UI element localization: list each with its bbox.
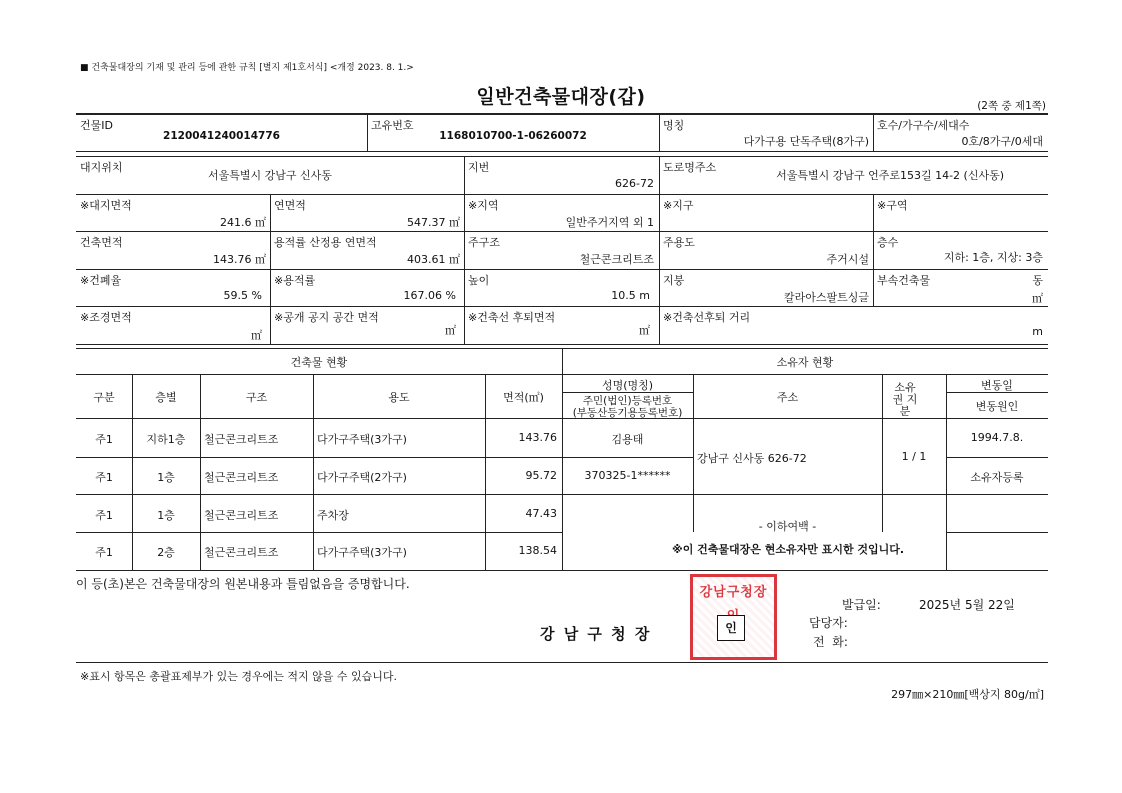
- official-seal: [690, 574, 777, 660]
- col-change-date: 변동일: [981, 379, 1013, 392]
- roof-label: 지붕: [663, 274, 685, 287]
- owner-reg-number: 370325-1******: [584, 469, 671, 482]
- regulation-text: ■ 건축물대장의 기재 및 관리 등에 관한 규칙 [별지 제1호서식] <개정 2023. 8. 1.>: [80, 63, 414, 73]
- landscape-value: ㎡: [251, 329, 262, 342]
- col-change-reason: 변동원인: [975, 400, 1019, 413]
- bcr-value: 59.5 %: [223, 289, 262, 302]
- row-floor: 지하1층: [146, 433, 186, 446]
- height-label: 높이: [468, 274, 490, 287]
- landscape-label: ※조경면적: [80, 311, 132, 324]
- building-area-label: 건축면적: [80, 236, 123, 249]
- unique-no: 1168010700-1-06260072: [439, 130, 587, 142]
- col-use: 용도: [388, 391, 410, 404]
- building-status-heading: 건축물 현황: [290, 356, 348, 369]
- annex-label: 부속건축물: [877, 274, 931, 287]
- page-indicator: (2쪽 중 제1쪽): [977, 100, 1046, 112]
- row-area: 138.54: [518, 544, 557, 557]
- col-owner-reg: 주민(법인)등록번호: [582, 395, 673, 407]
- annex-unit-count: 동: [1032, 274, 1043, 287]
- building-id: 2120041240014776: [163, 130, 280, 142]
- issuer-name: 강 남 구 청 장: [540, 625, 652, 643]
- issue-date: 2025년 5월 22일: [919, 598, 1015, 612]
- far-value: 167.06 %: [403, 289, 456, 302]
- units-value: 0호/8가구/0세대: [961, 135, 1043, 148]
- open-space-value: ㎡: [445, 324, 456, 337]
- col-area: 면적(㎡): [503, 391, 544, 404]
- row-division: 주1: [95, 433, 113, 446]
- use-label: 주용도: [663, 236, 695, 249]
- row-structure: 철근콘크리트조: [204, 546, 279, 559]
- row-use: 다가구주택(3가구): [317, 433, 407, 446]
- row-division: 주1: [95, 546, 113, 559]
- building-id-label: 건물ID: [80, 119, 113, 132]
- sector-label: ※구역: [877, 199, 908, 212]
- setback-area-value: ㎡: [639, 324, 650, 337]
- col-division: 구분: [93, 391, 115, 404]
- structure-label: 주구조: [468, 236, 500, 249]
- row-structure: 철근콘크리트조: [204, 509, 279, 522]
- officer-label: 담당자:: [809, 616, 848, 630]
- document-title: 일반건축물대장(갑): [476, 86, 646, 108]
- row-floor: 1층: [157, 509, 175, 522]
- setback-dist-label: ※건축선후퇴 거리: [663, 311, 751, 324]
- owner-name: 김용태: [611, 433, 644, 446]
- lot-value: 626-72: [615, 177, 654, 190]
- height-value: 10.5 m: [611, 289, 650, 302]
- issue-date-label: 발급일:: [842, 598, 881, 612]
- paper-spec: 297㎜×210㎜[백상지 80g/㎡]: [891, 688, 1044, 701]
- row-floor: 2층: [157, 546, 175, 559]
- change-reason: 소유자등록: [970, 471, 1024, 484]
- far-area-label: 용적률 산정용 연면적: [274, 236, 377, 249]
- seal-text: 강남구청장: [699, 585, 768, 600]
- col-owner-name: 성명(명칭): [601, 379, 654, 392]
- name-label: 명칭: [663, 119, 685, 132]
- owner-address: 강남구 신사동 626-72: [697, 452, 807, 465]
- current-owner-note: ※이 건축물대장은 현소유자만 표시한 것입니다.: [672, 543, 905, 556]
- col-owner-address: 주소: [776, 391, 799, 404]
- zone-value: 일반주거지역 외 1: [565, 216, 654, 229]
- total-area-label: 연면적: [274, 199, 306, 212]
- lot-label: 지번: [468, 161, 490, 174]
- site-label: 대지위치: [80, 161, 123, 174]
- col-owner-reg2: (부동산등기용등록번호): [572, 407, 683, 419]
- site-value: 서울특별시 강남구 신사동: [208, 169, 332, 182]
- annex-unit-area: ㎡: [1032, 292, 1043, 305]
- setback-area-label: ※건축선 후퇴면적: [468, 311, 556, 324]
- district-label: ※지구: [663, 199, 694, 212]
- change-date: 1994.7.8.: [970, 431, 1024, 444]
- row-structure: 철근콘크리트조: [204, 471, 279, 484]
- owner-share: 1 / 1: [901, 450, 927, 463]
- row-area: 95.72: [525, 469, 557, 482]
- units-label: 호수/가구수/세대수: [877, 119, 970, 132]
- building-area: 143.76 ㎡: [213, 253, 266, 266]
- col-structure: 구조: [245, 391, 268, 404]
- owner-status-heading: 소유자 현황: [776, 356, 834, 369]
- row-area: 143.76: [518, 431, 557, 444]
- far-area: 403.61 ㎡: [407, 253, 460, 266]
- footnote: ※표시 항목은 총괄표제부가 있는 경우에는 적지 않을 수 있습니다.: [80, 670, 397, 683]
- far-label: ※용적률: [274, 274, 316, 287]
- building-name: 다가구용 단독주택(8가구): [743, 135, 869, 148]
- row-use: 다가구주택(3가구): [317, 546, 407, 559]
- bcr-label: ※건폐율: [80, 274, 122, 287]
- zone-label: ※지역: [468, 199, 499, 212]
- unique-no-label: 고유번호: [371, 119, 414, 132]
- row-division: 주1: [95, 471, 113, 484]
- row-floor: 1층: [157, 471, 175, 484]
- blank-note: - 이하여백 -: [758, 520, 817, 533]
- land-area-label: ※대지면적: [80, 199, 132, 212]
- setback-dist-value: m: [1032, 325, 1043, 338]
- open-space-label: ※공개 공지 공간 면적: [274, 311, 379, 324]
- col-owner-share: 소유권 지분: [892, 381, 918, 418]
- land-area: 241.6 ㎡: [220, 216, 266, 229]
- total-area: 547.37 ㎡: [407, 216, 460, 229]
- road-address: 서울특별시 강남구 언주로153길 14-2 (신사동): [776, 169, 1004, 182]
- row-use: 다가구주택(2가구): [317, 471, 407, 484]
- row-use: 주차장: [317, 509, 349, 522]
- row-area: 47.43: [525, 507, 557, 520]
- roof-value: 칼라아스팔트싱글: [783, 291, 869, 304]
- floors-value: 지하: 1층, 지상: 3층: [943, 251, 1043, 264]
- certification-text: 이 등(초)본은 건축물대장의 원본내용과 틀림없음을 증명합니다.: [76, 577, 410, 591]
- road-address-label: 도로명주소: [663, 161, 717, 174]
- seal-stamp-char: 인: [717, 615, 745, 641]
- structure-value: 철근콘크리트조: [579, 253, 654, 266]
- col-floor: 층별: [155, 391, 177, 404]
- row-division: 주1: [95, 509, 113, 522]
- phone-label: 전 화:: [813, 635, 848, 649]
- row-structure: 철근콘크리트조: [204, 433, 279, 446]
- use-value: 주거시설: [826, 253, 869, 266]
- floors-label: 층수: [877, 236, 899, 249]
